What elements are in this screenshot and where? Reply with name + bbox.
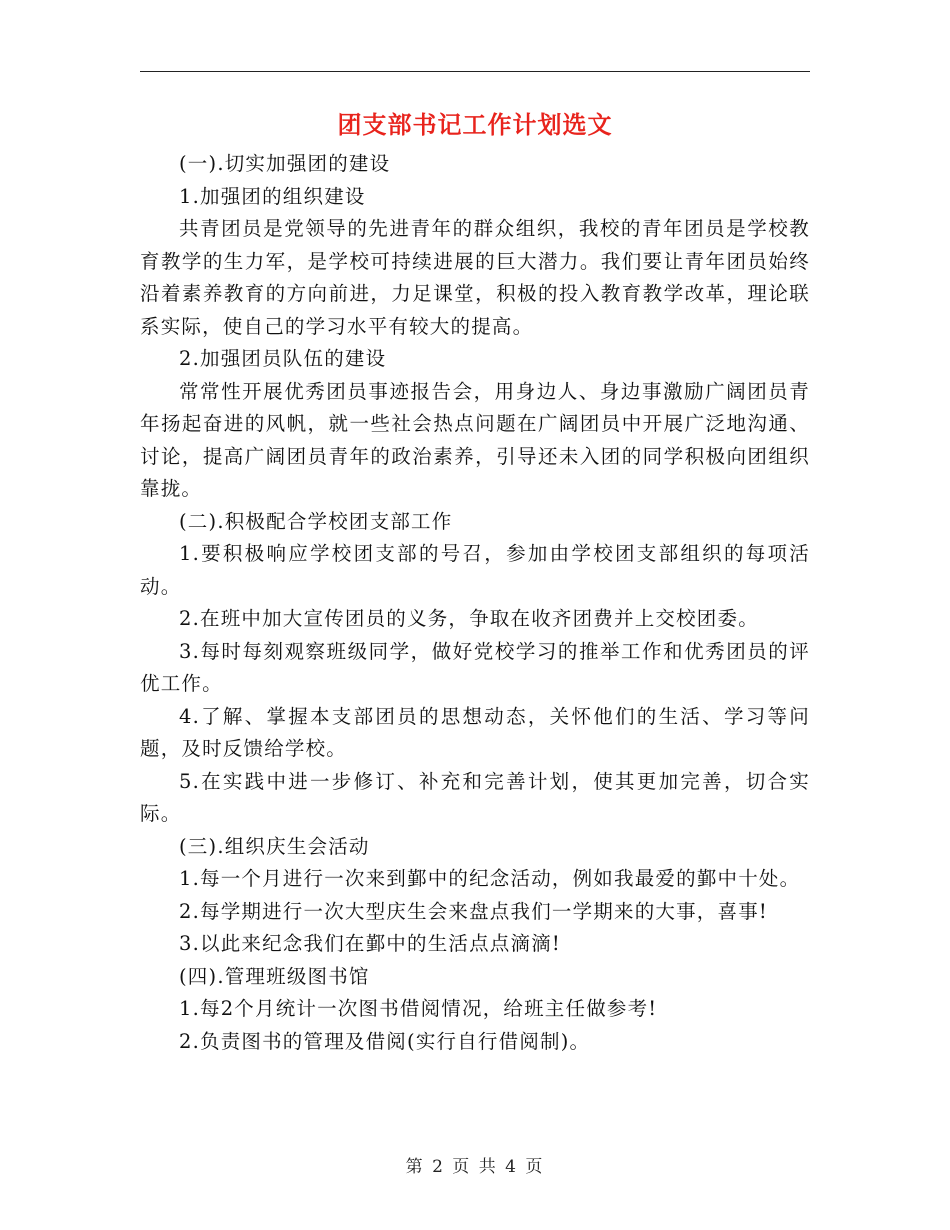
list-item: 2.在班中加大宣传团员的义务，争取在收齐团费并上交校团委。 xyxy=(179,607,759,630)
list-item: 5.在实践中进一步修订、补充和完善计划，使其更加完善，切合实际。 xyxy=(140,769,810,825)
paragraph: 共青团员是党领导的先进青年的群众组织，我校的青年团员是学校教育教学的生力军，是学校可持续进展的巨大潜力。我们要让青年团员始终沿着素养教育的方向前进，力足课堂，积极的投入教育教学改革，理论联系实际，使自己的学习水平有较大的提高。 xyxy=(140,217,810,338)
list-item: 2.负责图书的管理及借阅(实行自行借阅制)。 xyxy=(179,1029,591,1053)
section-heading-3: (三).组织庆生会活动 xyxy=(179,834,370,858)
list-item: 1.每2个月统计一次图书借阅情况，给班主任做参考! xyxy=(179,997,658,1020)
document-body xyxy=(140,148,810,1058)
section-heading-2: (二).积极配合学校团支部工作 xyxy=(179,509,453,533)
paragraph: 常常性开展优秀团员事迹报告会，用身边人、身边事激励广阔团员青年扬起奋进的风帆，就一些社会热点问题在广阔团员中开展广泛地沟通、讨论，提高广阔团员青年的政治素养，引导还未入团的同学积极向团组织靠拢。 xyxy=(140,379,810,500)
list-item: 2.每学期进行一次大型庆生会来盘点我们一学期来的大事，喜事! xyxy=(179,899,768,923)
section-heading-4: (四).管理班级图书馆 xyxy=(179,964,370,988)
header-rule xyxy=(140,71,810,72)
list-item: 3.每时每刻观察班级同学，做好党校学习的推举工作和优秀团员的评优工作。 xyxy=(140,639,810,695)
list-item: 4.了解、掌握本支部团员的思想动态，关怀他们的生活、学习等问题，及时反馈给学校。 xyxy=(140,704,810,760)
subheading-1-1: 1.加强团的组织建设 xyxy=(179,184,366,208)
subheading-1-2: 2.加强团员队伍的建设 xyxy=(179,347,387,370)
section-heading-1: (一).切实加强团的建设 xyxy=(179,152,391,175)
document-title: 团支部书记工作计划选文 xyxy=(337,111,613,139)
list-item: 1.要积极响应学校团支部的号召，参加由学校团支部组织的每项活动。 xyxy=(140,542,810,598)
list-item: 3.以此来纪念我们在鄞中的生活点点滴滴! xyxy=(179,932,561,955)
page-number: 第 2 页 共 4 页 xyxy=(405,1157,545,1177)
list-item: 1.每一个月进行一次来到鄞中的纪念活动，例如我最爱的鄞中十处。 xyxy=(179,867,801,890)
